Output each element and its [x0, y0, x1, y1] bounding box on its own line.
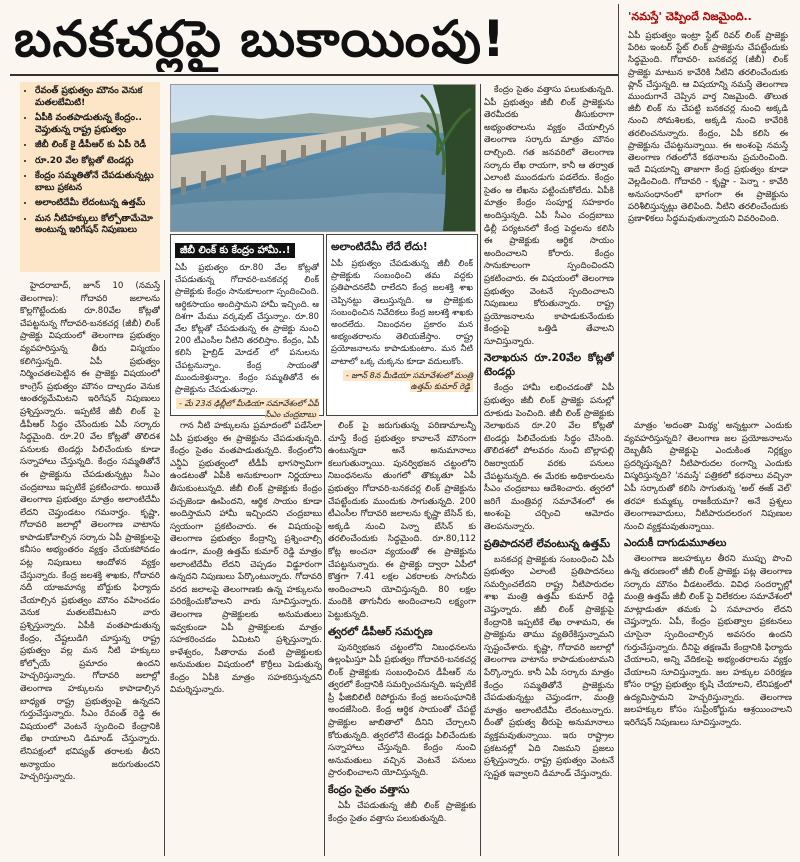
quote-title: జీబీ లింక్ కు కేంద్రం హామీ..! — [175, 243, 295, 258]
article-paragraph: తెలంగాణ జలహక్కుల తీరని ముప్పు పొంచి ఉన్న తరుణంలో జీబీ లింక్ ప్రాజెక్టు పట్ల తెలంగాణ సర్కారు మౌనం వీడటంలేదు. వివిధ సందర్భాల్లో మంత్రి ఉత్తమ్ జీబీ లింక్ పై విలేకరుల సమావేశంలో మాట్లాడుతూ తమకు ఏ సమాచారం లేదని చెప్తున్నారు. ఏపీ, కేంద్రం ప్రభుత్వాల ప్రకటనలు చూసైనా స్పందించాల్సిన అవసరం ఉందని గుర్తుచేస్తున్నారు. దీనిపై తక్షణమే కేంద్రానికి ఫిర్యాదు చేయాలని, అన్ని వేదికలపై అభ్యంతరాలను వ్యక్తం చేయాలని సూచిస్తున్నారు. జల హక్కుల పరిరక్షణ కోసం రాష్ట్ర ప్రభుత్వం కృషి చేయాలని, లేనిపక్షంలో ఉద్యమిస్తామని హెచ్చరిస్తున్నారు. తెలంగాణ జలహక్కుల కోసం సుప్రీంకోర్టును ఆశ్రయించాలని ఇరిగేషన్ నిపుణులు సూచిస్తున్నారు. — [624, 554, 792, 729]
article-paragraph: హైదరాబాద్, జూన్ 10 (నమస్తే తెలంగాణ): గోదావరి జలాలను కొల్లగొట్టేందుకు రూ.80వేల కోట్లతో చేపట్టనున్న గోదావరి-బనకచర్ల (జీబీ) లింక్ ప్రాజెక్టు విషయంలో తెలంగాణ ప్రభుత్వం వ్యవహరిస్తున్న తీరు విస్మయం కలిగిస్తున్నది. ఏపీ ప్రభుత్వం నిర్మించతలపెట్టిన ఈ ప్రాజెక్టు విషయంలో కాంగ్రెస్ ప్రభుత్వం మౌనం దాల్చడం వెనుక ఆంతర్యమేమిటని ఇరిగేషన్ నిపుణులు ప్రశ్నిస్తున్నారు. ఇప్పటికే జీబీ లింక్ పై డీపీఆర్ సిద్ధం చేసేందుకు ఏపీ సర్కారు సిద్ధమైంది. రూ.20 వేల కోట్లతో తొలిదశ పనులకు టెండర్లు పిలిచేందుకు కూడా సన్నాహాలు చేస్తున్నది. కేంద్రం సమ్మతితోనే ఈ ప్రాజెక్టును చేపడుతున్నట్లు సీఎం చంద్రబాబు ఇప్పటికే ప్రకటించారు. అయితే తెలంగాణ ప్రభుత్వం మాత్రం అలాంటిదేమీ లేదని చెప్తుండటం గమనార్హం. కృష్ణా, గోదావరి జలాల్లో తెలంగాణ వాటాను కాపాడుకోవాల్సిన సర్కారు ఏపీ ప్రాజెక్టులపై కనీసం అభ్యంతరం వ్యక్తం చేయకపోవడం పట్ల నిపుణులు ఆందోళన వ్యక్తం చేస్తున్నారు. కేంద్ర జలశక్తి శాఖకు, గోదావరి నదీ యాజమాన్య బోర్డుకు ఫిర్యాదు చేయాల్సిన ప్రభుత్వం మౌనం వహించడం వెనుక మతలబేమిటని వారు ప్రశ్నిస్తున్నారు. ఏపీకి వంతపాడుతున్న కేంద్రం, చేష్టలుడిగి చూస్తున్న రాష్ట్ర ప్రభుత్వం వల్ల మన నీటి హక్కులు కోల్పోయే ప్రమాదం ఉందని హెచ్చరిస్తున్నారు. గోదావరి జలాల్లో తెలంగాణ హక్కులను కాపాడాల్సిన బాధ్యత రాష్ట్ర ప్రభుత్వంపై ఉన్నదని గుర్తుచేస్తున్నారు. సీఎం రేవంత్ రెడ్డి ఈ విషయంలో వెంటనే స్పందించి కేంద్రానికి లేఖ రాయాలని డిమాండ్ చేస్తున్నారు. లేనిపక్షంలో భవిష్యత్ తరాలకు తీరని అన్యాయం జరుగుతుందని హెచ్చరిస్తున్నారు. — [20, 281, 160, 783]
quote-box-uttam — [326, 234, 478, 416]
headline: బనకచర్లపై బుకాయింపు! — [14, 10, 506, 68]
column-divider — [618, 4, 619, 856]
article-paragraph: కేంద్రం సైతం వత్తాసు పలుకుతున్నది. ఏపీ ప్రభుత్వం జీబీ లింక్ ప్రాజెక్టును తెరమీదకు తీసుకురాగా అభ్యంతరాలను వ్యక్తం చేయాల్సిన తెలంగాణ సర్కారు మాత్రం మౌనం దాల్చింది. గత జనవరిలో తెలంగాణ సర్కారు లేఖ రాయగా, కానీ ఆ తర్వాత ఎలాంటి ముందడుగు పడలేదు. కేంద్రం సైతం ఆ లేఖను పట్టించుకోలేదు. ఏపీకి మాత్రం కేంద్రం సంపూర్ణ సహకారం అందిస్తున్నది. ఏపీ సీఎం చంద్రబాబు ఢిల్లీ పర్యటనలో కేంద్ర పెద్దలను కలిసి ఈ ప్రాజెక్టుకు ఆర్థిక సాయం అందించాలని కోరారు. కేంద్రం సానుకూలంగా స్పందించిందని ప్రకటించారు. ఈ విషయంలో తెలంగాణ ప్రభుత్వం వెంటనే స్పందించాలని నిపుణులు కోరుతున్నారు. రాష్ట్ర ప్రయోజనాలను కాపాడుకునేందుకు కేంద్రంపై ఒత్తిడి తేవాలని సూచిస్తున్నారు. — [484, 85, 614, 347]
highlight-item: • మన నీటిహక్కులు కోల్పోతామేమో అంటున్న ఇరిగేషన్ నిపుణులు — [35, 214, 156, 237]
article-paragraph: మాత్రం 'అదంతా మిథ్య' అన్నట్టుగా ఎందుకు వ్యవహరిస్తున్నది? తెలంగాణ జల ప్రయోజనాలను దెబ్బతీసే ప్రాజెక్టుపై ఎందుకింత నిర్లక్ష్యం ప్రదర్శిస్తున్నది? నీటిపారుదల రంగాన్ని ఎందుకు విస్మరిస్తున్నది? 'నమస్తే' పత్రికలో కథనాలు వచ్చినా ఏపీ సర్కారుతో కలిసి సాగుతున్న 'అల్ ఈజ్ వెల్' తరహా కుమ్మక్కు రాజకీయమా? అనే ప్రశ్నలు తెలంగాణవాదులు, నీటిపారుదలరంగ నిపుణుల నుంచి వ్యక్తమవుతున్నాయి. — [624, 421, 792, 532]
article-paragraph: పునర్విభజన చట్టంలోని నిబంధనలను ఉల్లంఘిస్తూ ఏపీ ప్రభుత్వం గోదావరి-బనకచర్ల లింక్ ప్రాజెక్టుకు సంబంధించిన డీపీఆర్ ను త్వరలో కేంద్రానికి సమర్పించనున్నది. ఇప్పటికే ప్రీ ఫీజిబిలిటీ రిపోర్టును కేంద్ర జలసంఘానికి అందజేసింది. కేంద్ర ఆర్థిక సాయంతో చేపట్టే ప్రాజెక్టుల జాబితాలో దీనిని చేర్చాలని కోరుతున్నది. త్వరలోనే టెండర్లు పిలిచేందుకు సన్నాహాలు చేస్తున్నది. కేంద్రం నుంచి అనుమతులు వచ్చిన వెంటనే పనులు ప్రారంభించాలని యోచిస్తున్నది. — [328, 642, 476, 779]
quote-box-chandrababu — [170, 234, 324, 420]
quote2-credit: - జూన్ 8న మీడియా సమావేశంలో మంత్రి ఉత్తమ్ కుమార్ రెడ్డి — [331, 370, 473, 392]
section-subheading: ప్రతిపాదనలే లేవంటున్న ఉత్తమ్ — [484, 537, 611, 550]
highlight-item: • జీబీ లింక్ కై డీపీఆర్ కు ఏపీ రెడీ — [35, 140, 156, 152]
highlights-box — [20, 82, 160, 272]
article-column-1 — [20, 280, 160, 856]
highlight-item: • అలాంటిదేమీ లేదంటున్న ఉత్తమ్ — [35, 198, 156, 210]
section-subheading: కేంద్రం సైతం వత్తాసు — [328, 784, 410, 797]
section-subheading: నెలాఖరున రూ.20వేల కోట్లతో టెండర్లు — [484, 352, 614, 379]
article-paragraph: బనకచర్ల ప్రాజెక్టుకు సంబంధించి ఏపీ ప్రభుత్వం ఎలాంటి ప్రతిపాదనలు సమర్పించలేదని రాష్ట్ర నీటిపారుదల శాఖ మంత్రి ఉత్తమ్ కుమార్ రెడ్డి చెప్తున్నారు. జీబీ లింక్ ప్రాజెక్టుపై కేంద్రానికి ఇప్పటికే లేఖ రాశామని, ఈ ప్రాజెక్టును తాము వ్యతిరేకిస్తున్నామని స్పష్టంచేశారు. కృష్ణా, గోదావరి జలాల్లో తెలంగాణ వాటాను కాపాడుకుంటామని పేర్కొన్నారు. కానీ ఏపీ సర్కారు మాత్రం కేంద్రం సమ్మతితోనే ప్రాజెక్టును చేపడుతున్నట్టు చెప్తుండగా, మంత్రి మాత్రం అలాంటిదేమీ లేదంటున్నారు. దీంతో ప్రభుత్వ తీరుపై అనుమానాలు వ్యక్తమవుతున్నాయి. ఇరు రాష్ట్రాల ప్రకటనల్లో ఏది నిజమని ప్రజలు ప్రశ్నిస్తున్నారు. రాష్ట్ర ప్రభుత్వం వెంటనే స్పష్టత ఇవ్వాలని డిమాండ్ చేస్తున్నారు. — [484, 554, 614, 779]
dam-illustration — [171, 85, 475, 231]
article-column-4 — [484, 84, 614, 856]
article-paragraph: లింక్ పై జరుగుతున్న పరిణామాలన్నీ చూస్తే కేంద్ర ప్రభుత్వం కావాలనే మౌనంగా ఉంటున్నదా అనే అనుమానాలు కలుగుతున్నాయి. పునర్విభజన చట్టంలోని నిబంధనలను తుంగలో తొక్కుతూ ఏపీ ప్రభుత్వం గోదావరి-బనకచర్ల లింక్ ప్రాజెక్టును చేపట్టేందుకు ముందుకు సాగుతున్నది. 200 టీఎంసీల గోదావరి జలాలను కృష్ణా బేసిన్ కు, అక్కడి నుంచి పెన్నా బేసిన్ కు తరలించేందుకు సిద్ధమైంది. రూ.80,112 కోట్ల అంచనా వ్యయంతో ఈ ప్రాజెక్టును చేపట్టనున్నారు. ఈ ప్రాజెక్టు ద్వారా ఏపీలో కొత్తగా 7.41 లక్షల ఎకరాలకు సాగునీరు అందించాలని యోచిస్తున్నది. 80 లక్షల మందికి తాగునీరు అందించాలని లక్ష్యంగా పెట్టుకున్నది. — [328, 421, 476, 620]
quote2-text: ఏపీ ప్రభుత్వం చేపడుతున్న జీబీ లింక్ ప్రాజెక్టుకు సంబంధించి తమ వద్దకు ప్రతిపాదనలేవీ రాలేదని కేంద్ర జలశక్తి శాఖ చెప్పినట్టు తెలుస్తున్నది. ఆ ప్రాజెక్టుకు సంబంధించిన నివేదికలు కేంద్ర జలశక్తి శాఖకు అందలేదు. నిబంధనల ప్రకారం మన అభ్యంతరాలను తెలియజేస్తాం. రాష్ట్ర ప్రయోజనాలను కాపాడుకుంటాం. మన నీటి వాటాలో ఒక్క చుక్కను కూడా వదులుకోం. — [331, 258, 473, 366]
article-paragraph: కేంద్రం హామీ లభించడంతో ఏపీ ప్రభుత్వం జీబీ లింక్ ప్రాజెక్టు పనుల్లో దూకుడు పెంచింది. జీబీ లింక్ ప్రాజెక్టుకు నెలాఖరున రూ.20 వేల కోట్లతో టెండర్లు పిలిచేందుకు సిద్ధం చేసింది. తొలిదశలో పోలవరం నుంచి బొల్లాపల్లి రిజర్వాయర్ వరకు పనులు చేపట్టనున్నది. ఈ మేరకు అధికారులను సీఎం చంద్రబాబు ఆదేశించారు. త్వరలో జరిగే మంత్రివర్గ సమావేశంలో ఈ అంశంపై చర్చించి ఆమోదం తెలపనున్నారు. — [484, 383, 614, 532]
highlight-item: • రూ.20 వేల కోట్లతో టెండర్లు — [35, 156, 156, 168]
highlight-item: • ఏపీకి వంతపాడుతున్న కేంద్రం.. చెప్తుతున్న రాష్ట్ర ప్రభుత్వం — [35, 113, 156, 136]
quote-text: ఏపీ ప్రభుత్వం రూ.80 వేల కోట్లతో చేపడుతున్న గోదావరి-బనకచర్ల లింక్ ప్రాజెక్టుకు కేంద్రం సానుకూలంగా స్పందించింది. ఆర్థికసాయం అందిస్తామని హామీ ఇచ్చింది. ఆ దిశగా మేము వర్కవుట్ చేస్తున్నాం. రూ.80 వేల కోట్లతో చేపడుతున్న ఈ ప్రాజెక్టు నుంచి 200 టీఎంసీల నీటిని తరలిస్తాం. కేంద్రం, ఏపీ కలిసి హైబ్రిడ్ మోడల్ లో పనులను చేపట్టనున్నాం. కేంద్ర సాయంతో ముందుకెళ్తున్నాం. కేంద్రం సమ్మతితోనే ఈ ప్రాజెక్టును చేపడుతున్నాం. — [175, 262, 319, 395]
article-column-3 — [328, 420, 476, 856]
sidebar-text: ఏపీ ప్రభుత్వం ఇంట్రా స్టేట్ రివర్ లింక్ ప్రాజెక్టు పేరిట ఇంటర్ స్టేట్ లింక్ ప్రాజెక్టును చేపట్టేందుకు సిద్ధమైంది. గోదావరి- బనకచర్ల (జీబీ) లింక్ ప్రాజెక్టు మాటున కావేరికి నీటిని తరలించేందుకు ప్లాన్ చేస్తున్నది. ఆ విషయాన్ని నమస్తే తెలంగాణ ముందుగానే చెప్పిన వార్త నిజమైంది. తొలుత జీబీ లింక్ ను చేపట్టి బనకచర్ల నుంచి అక్కడి నుంచి సోమశిలకు, అక్కడి నుంచి కావేరికి తరలించనున్నారు. కేంద్రం, ఏపీ కలిసి ఈ ప్రాజెక్టును చేపట్టనున్నాయి. ఈ అంశంపై నమస్తే తెలంగాణ గతంలోనే కథనాలను ప్రచురించింది. ఇదే విషయాన్ని తాజాగా కేంద్ర ప్రభుత్వం కూడా వెల్లడించింది. గోదావరి - కృష్ణా - పెన్నా - కావేరి అనుసంధానంలో భాగంగా ఈ ప్రాజెక్టును పరిశీలిస్తున్నట్లు తెలిపింది. నీటిని తరలించేందుకు ప్రణాళికలు సిద్ధమవుతున్నాయని వివరించింది. — [628, 31, 788, 225]
column-divider — [164, 280, 165, 856]
highlight-item: • రేవంత్ ప్రభుత్వం మౌనం వెనుక మతలబేమిటి! — [35, 86, 156, 109]
article-column-2 — [170, 420, 322, 856]
highlight-item: • కేంద్రం సమ్మతితోనే చేపడుతున్నట్లు బాబు ప్రకటన — [35, 171, 156, 194]
sidebar-title: 'నమస్తే' చెప్పిందే నిజమైంది.. — [628, 10, 752, 23]
section-subheading: త్వరలో డీపీఆర్ సమర్పణ — [328, 625, 433, 638]
headline-rule — [10, 74, 618, 76]
section-subheading: ఎందుకీ దాగుడుమూతలు — [624, 537, 727, 550]
column-divider — [324, 420, 325, 856]
column-divider — [480, 84, 481, 856]
quote-credit: - మే 23న ఢిల్లీలో మీడియా సమావేశంలో ఏపీ సీఎం చంద్రబాబు — [175, 398, 319, 420]
sidebar-box — [622, 4, 792, 414]
dam-photo — [170, 84, 476, 232]
article-column-5 — [624, 420, 792, 856]
article-paragraph: గాన నీటి హక్కులను ప్రమాదంలో పడేసేలా ఏపీ ప్రభుత్వం ఈ ప్రాజెక్టును చేపడుతున్నది. కేంద్రం సైతం వంతపాడుతున్నది. కేంద్రంలోని ఎన్డీఏ ప్రభుత్వంలో టీడీపీ భాగస్వామిగా ఉండటంతో ఏపీకి అనుకూలంగా నిర్ణయాలు తీసుకుంటున్నది. జీబీ లింక్ ప్రాజెక్టుకు కేంద్రం పచ్చజెండా ఊపిందని, ఆర్థిక సాయం కూడా అందిస్తామని హామీ ఇచ్చిందని చంద్రబాబు స్వయంగా ప్రకటించారు. ఈ విషయంపై తెలంగాణ ప్రభుత్వం కేంద్రాన్ని ప్రశ్నించాల్సి ఉండగా, మంత్రి ఉత్తమ్ కుమార్ రెడ్డి మాత్రం అలాంటిదేమీ లేదని చెప్పడం విడ్డూరంగా ఉన్నదని నిపుణులు పేర్కొంటున్నారు. గోదావరి వరద జలాలపై తెలంగాణకు ఉన్న హక్కులను పరిరక్షించుకోవాలని వారు సూచిస్తున్నారు. తెలంగాణ ప్రాజెక్టులకు అనుమతులు ఇవ్వకుండా ఏపీ ప్రాజెక్టులకు మాత్రం సహకరించడం ఏమిటని ప్రశ్నిస్తున్నారు. కాళేశ్వరం, సీతారామ వంటి ప్రాజెక్టులకు అనుమతుల విషయంలో కొర్రీలు పెడుతున్న కేంద్రం ఏపీకి మాత్రం సహకరిస్తున్నదని విమర్శిస్తున్నారు. — [170, 421, 322, 696]
quote2-title: అలాంటిదేమీ లేదే లేదు! — [331, 241, 428, 253]
article-paragraph: ఏపీ చేపడుతున్న జీబీ లింక్ ప్రాజెక్టుకు కేంద్రం సైతం వత్తాసు పలుకుతున్నది. — [328, 801, 476, 824]
